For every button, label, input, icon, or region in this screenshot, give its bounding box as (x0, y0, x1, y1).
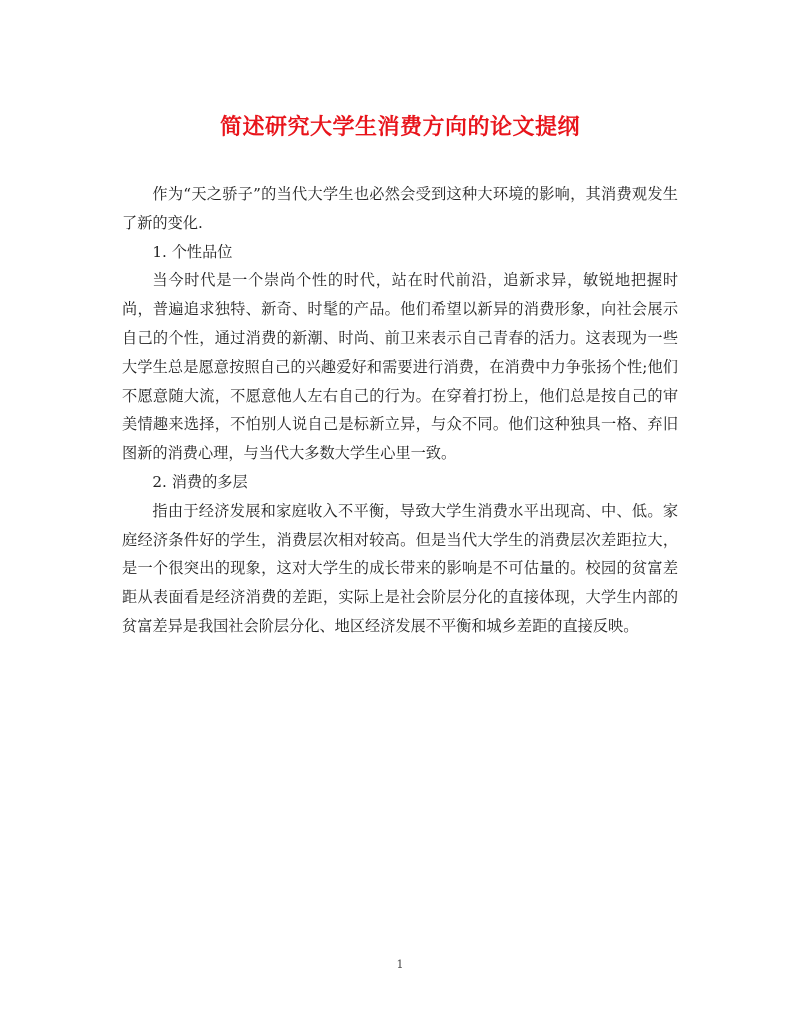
section-paragraph-2: 指由于经济发展和家庭收入不平衡，导致大学生消费水平出现高、中、低。家庭经济条件好的学生，消费层次相对较高。但是当代大学生的消费层次差距拉大，是一个很突出的现象，这对大学生的成长带来的影响是不可估量的。校园的贫富差距从表面看是经济消费的差距，实际上是社会阶层分化的直接体现，大学生内部的贫富差异是我国社会阶层分化、地区经济发展不平衡和城乡差距的直接反映。 (122, 501, 678, 635)
section-heading-1: 1. 个性品位 (152, 242, 233, 261)
document-title: 简述研究大学生消费方向的论文提纲 (219, 114, 580, 140)
intro-paragraph: 作为“天之骄子”的当代大学生也必然会受到这种大环境的影响，其消费观发生了新的变化. (122, 185, 678, 232)
section-heading-2: 2. 消费的多层 (152, 472, 248, 491)
document-body (122, 180, 678, 641)
page-number: 1 (396, 958, 404, 971)
section-paragraph-1: 当今时代是一个崇尚个性的时代，站在时代前沿，追新求异，敏锐地把握时尚，普遍追求独特、新奇、时髦的产品。他们希望以新异的消费形象，向社会展示自己的个性，通过消费的新潮、时尚、前卫来表示自己青春的活力。这表现为一些大学生总是愿意按照自己的兴趣爱好和需要进行消费，在消费中力争张扬个性;他们不愿意随大流，不愿意他人左右自己的行为。在穿着打扮上，他们总是按自己的审美情趣来选择，不怕别人说自己是标新立异，与众不同。他们这种独具一格、弃旧图新的消费心理，与当代大多数大学生心里一致。 (122, 271, 678, 463)
